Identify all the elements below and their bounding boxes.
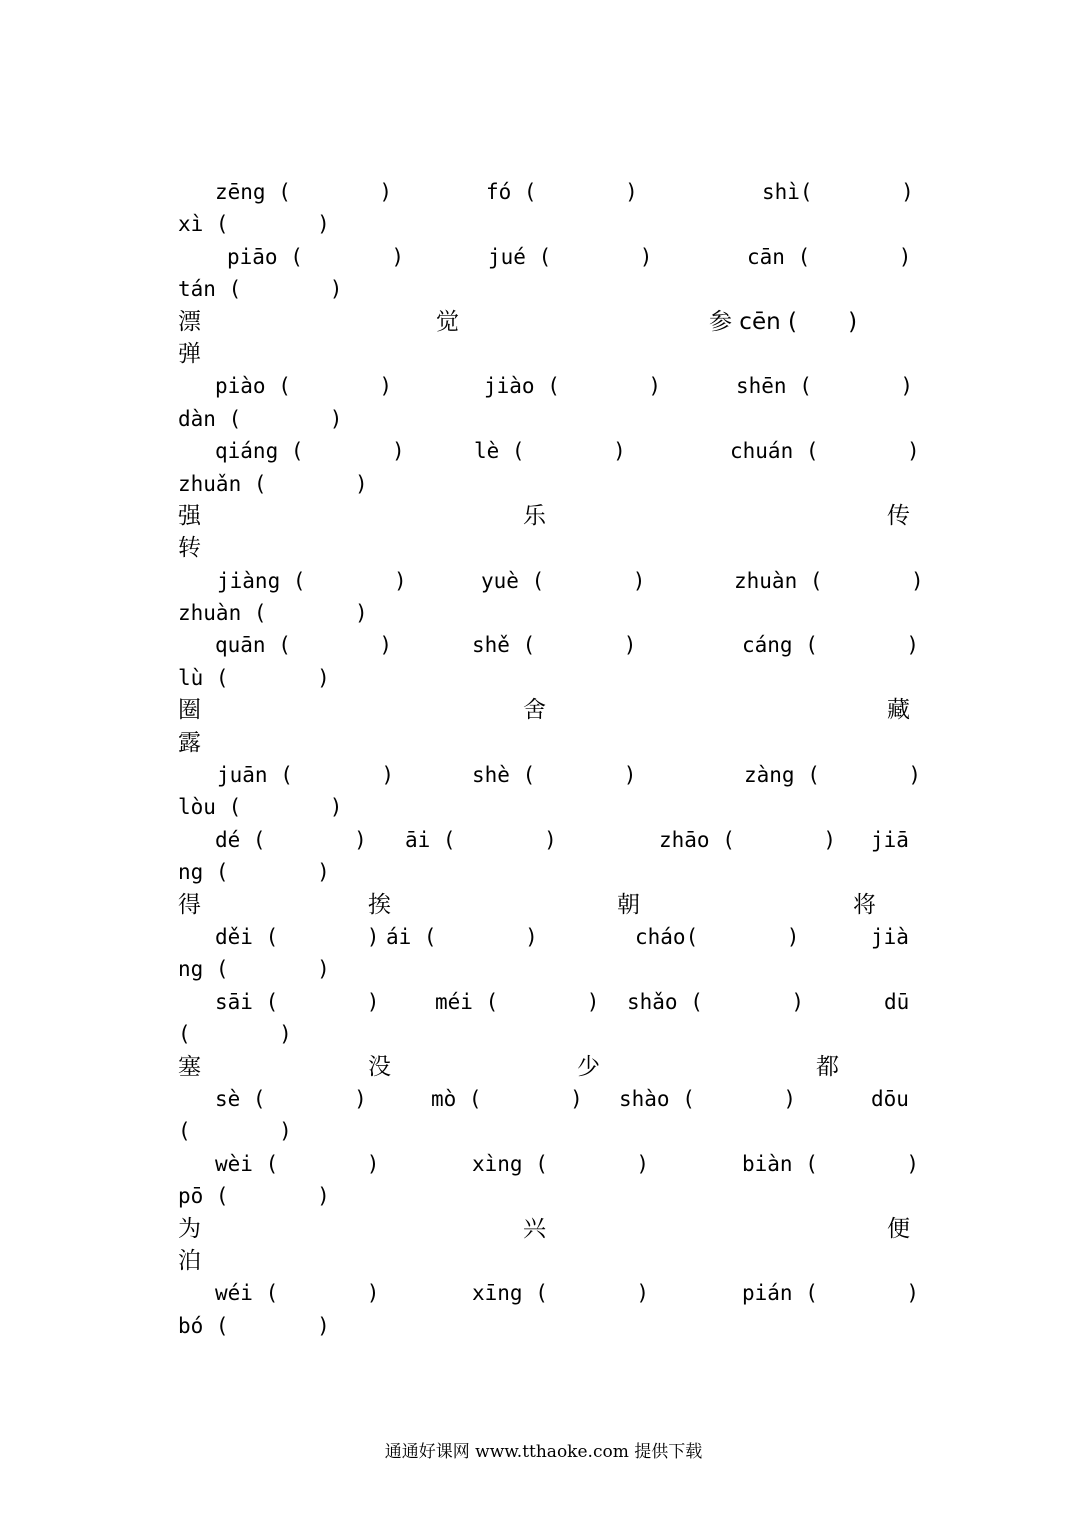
exercise-line [178, 1180, 912, 1212]
pinyin-blank: wèi ( ) [215, 1151, 380, 1176]
hanzi-character: 弹 [178, 340, 201, 367]
pinyin-blank: zēng ( ) [215, 180, 393, 204]
pinyin-blank: jué ( ) [488, 244, 653, 269]
exercise-line [178, 1213, 912, 1245]
pinyin-blank: děi ( ) [215, 924, 380, 949]
pinyin-blank: jiào ( ) [484, 374, 662, 399]
exercise-line [178, 403, 912, 435]
pinyin-blank: xì ( ) [178, 212, 330, 237]
exercise-line [178, 921, 912, 953]
exercise-line [178, 986, 912, 1018]
exercise-line [178, 273, 912, 305]
pinyin-blank: shào ( ) [619, 1086, 797, 1111]
exercise-line [178, 1083, 912, 1115]
pinyin-blank: ái ( ) [386, 924, 538, 949]
hanzi-character: 觉 [436, 308, 459, 335]
pinyin-blank: zhāo ( ) [659, 827, 837, 852]
exercise-line [178, 1148, 920, 1180]
pinyin-blank: ( ) [178, 1022, 292, 1047]
pinyin-blank: sāi ( ) [215, 989, 380, 1014]
exercise-line [178, 953, 912, 985]
exercise-line [178, 370, 912, 402]
exercise-line [178, 176, 912, 208]
exercise-line [178, 662, 912, 694]
hanzi-character: 舍 [523, 697, 546, 724]
pinyin-blank: fó ( ) [486, 180, 638, 204]
exercise-line [178, 1245, 912, 1277]
pinyin-blank: bó ( ) [178, 1313, 330, 1338]
pinyin-blank: ( ) [178, 1119, 292, 1144]
exercise-line [178, 306, 912, 338]
hanzi-character: 没 [368, 1053, 391, 1080]
hanzi-character: 朝 [617, 891, 640, 918]
hanzi-character: 将 [853, 891, 876, 918]
pinyin-blank: dàn ( ) [178, 406, 343, 431]
hanzi-character: 转 [178, 535, 201, 562]
hanzi-character: 得 [178, 891, 201, 918]
exercise-line [178, 629, 920, 661]
exercise-line [178, 468, 912, 500]
pinyin-blank: cáng ( ) [742, 633, 920, 658]
pinyin-blank: tán ( ) [178, 277, 343, 302]
pinyin-blank: pián ( ) [742, 1281, 920, 1306]
hanzi-character: 便 [887, 1215, 910, 1242]
exercise-line [178, 435, 920, 467]
hanzi-character: 乐 [523, 502, 546, 529]
pinyin-blank: cháo( ) [635, 924, 800, 949]
exercise-line [178, 1115, 912, 1147]
exercise-line [178, 565, 924, 597]
pinyin-blank: zàng ( ) [744, 763, 922, 788]
exercise-line [178, 1018, 912, 1050]
hanzi-character: 都 [816, 1053, 839, 1080]
hanzi-character: 少 [577, 1053, 600, 1080]
exercise-line [178, 727, 912, 759]
hanzi-character: 藏 [887, 697, 910, 724]
exercise-line [178, 532, 912, 564]
pinyin-exercise-body [178, 176, 924, 1342]
hanzi-character: 强 [178, 502, 201, 529]
pinyin-blank: xīng ( ) [472, 1281, 650, 1306]
pinyin-blank: dū [884, 989, 910, 1014]
pinyin-blank: quān ( ) [215, 633, 393, 658]
pinyin-blank: piào ( ) [215, 374, 393, 399]
hanzi-character: 露 [178, 729, 201, 756]
footer-credit: 通通好课网 www.tthaoke.com 提供下载 [384, 1442, 703, 1462]
pinyin-blank: shēn ( ) [736, 374, 914, 399]
hanzi-character: 圈 [178, 697, 201, 724]
pinyin-blank: jiàng ( ) [217, 568, 407, 593]
hanzi-character: 泊 [178, 1247, 201, 1274]
pinyin-blank: jià [871, 924, 909, 949]
hanzi-character: 为 [178, 1215, 201, 1242]
pinyin-blank: shě ( ) [472, 633, 637, 658]
hanzi-character: 参 cēn ( ) [709, 308, 858, 335]
pinyin-blank: zhuǎn ( ) [178, 471, 368, 496]
pinyin-blank: biàn ( ) [742, 1151, 920, 1176]
exercise-line [178, 791, 912, 823]
exercise-line [178, 241, 912, 273]
exercise-line [178, 1277, 920, 1309]
pinyin-blank: āi ( ) [405, 827, 557, 852]
hanzi-character: 漂 [178, 308, 201, 335]
pinyin-blank: lù ( ) [178, 665, 330, 690]
pinyin-blank: pō ( ) [178, 1184, 330, 1209]
exercise-line [178, 694, 912, 726]
exercise-line [178, 597, 912, 629]
hanzi-character: 挨 [368, 891, 391, 918]
pinyin-blank: xìng ( ) [472, 1151, 650, 1176]
pinyin-blank: qiáng ( ) [215, 439, 405, 464]
exercise-line [178, 1310, 912, 1342]
pinyin-blank: ng ( ) [178, 957, 330, 982]
pinyin-blank: shǎo ( ) [627, 989, 805, 1014]
exercise-line [178, 1051, 912, 1083]
pinyin-blank: lè ( ) [474, 439, 626, 464]
pinyin-blank: piāo ( ) [227, 244, 405, 269]
pinyin-blank: dōu [871, 1086, 909, 1111]
hanzi-character: 传 [887, 502, 910, 529]
pinyin-blank: dé ( ) [215, 827, 367, 852]
pinyin-blank: cān ( ) [747, 244, 912, 269]
exercise-line [178, 889, 912, 921]
pinyin-blank: sè ( ) [215, 1086, 367, 1111]
pinyin-blank: shì( ) [762, 180, 914, 204]
exercise-line [178, 500, 912, 532]
pinyin-blank: mò ( ) [431, 1086, 583, 1111]
pinyin-blank: lòu ( ) [178, 795, 343, 820]
exercise-line [178, 824, 912, 856]
pinyin-blank: yuè ( ) [481, 568, 646, 593]
pinyin-blank: juān ( ) [217, 763, 395, 788]
hanzi-character: 塞 [178, 1053, 201, 1080]
pinyin-blank: jiā [871, 827, 909, 852]
exercise-line [178, 208, 912, 240]
exercise-line [178, 338, 912, 370]
pinyin-blank: zhuàn ( ) [178, 601, 368, 626]
pinyin-blank: zhuàn ( ) [734, 568, 924, 593]
pinyin-blank: chuán ( ) [730, 439, 920, 464]
pinyin-blank: wéi ( ) [215, 1281, 380, 1306]
hanzi-character: 兴 [523, 1215, 546, 1242]
pinyin-blank: ng ( ) [178, 860, 330, 885]
exercise-line [178, 856, 912, 888]
pinyin-blank: méi ( ) [435, 989, 600, 1014]
exercise-line [178, 759, 922, 791]
pinyin-blank: shè ( ) [472, 763, 637, 788]
